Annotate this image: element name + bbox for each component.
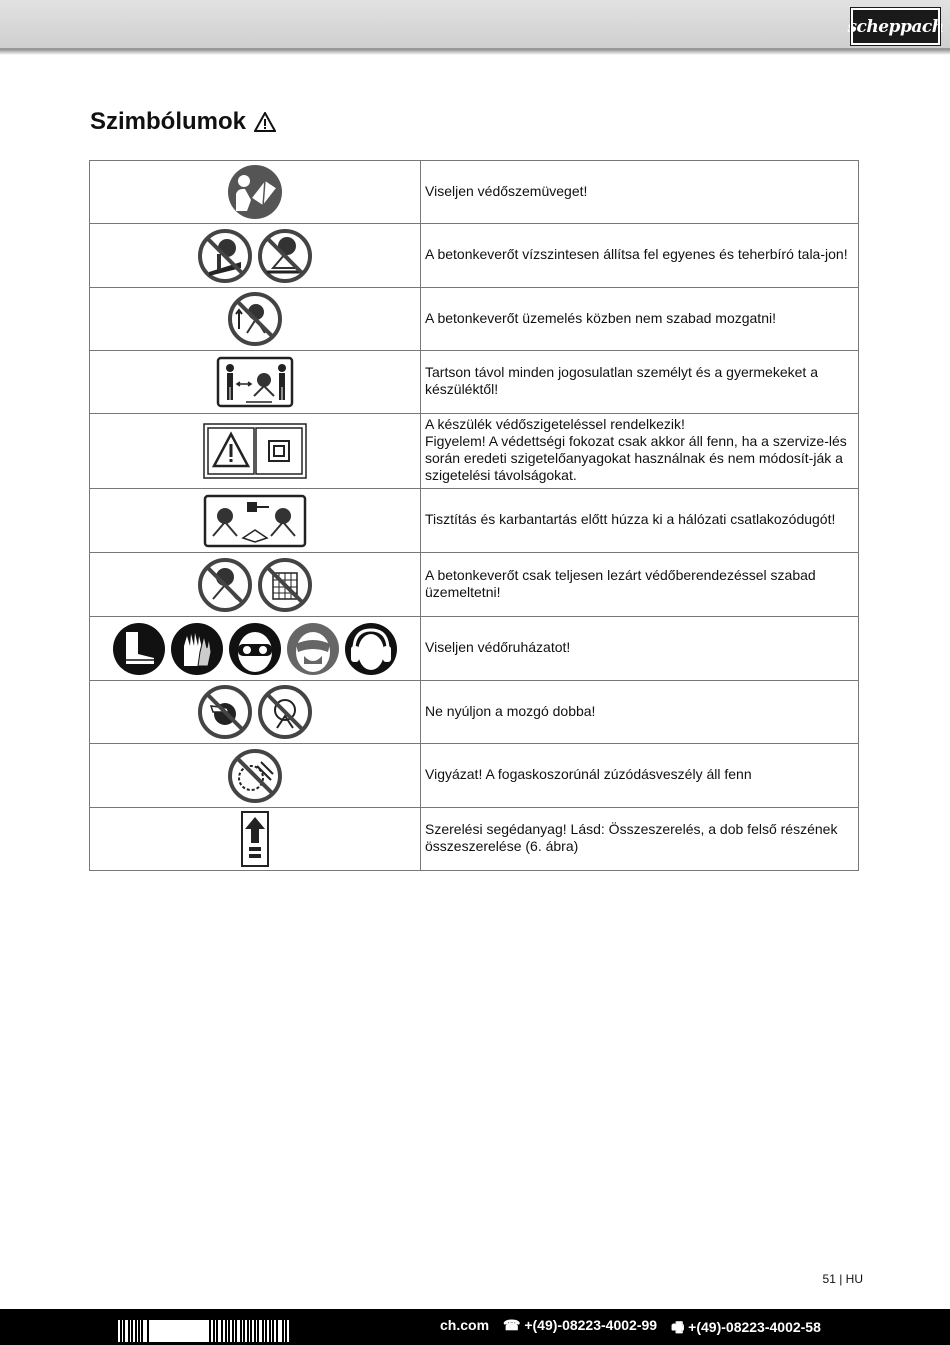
footer-phone: ☎ +(49)-08223-4002-99 <box>503 1317 658 1333</box>
table-row <box>90 351 859 414</box>
row-text: A betonkeverőt vízszintesen állítsa fel egyenes és teherbíró tala-jon! <box>421 224 859 288</box>
page-title-text: Szimbólumok <box>90 108 247 135</box>
footer-fax: 🖷 +(49)-08223-4002-58 <box>671 1319 821 1335</box>
table-row <box>90 681 859 744</box>
icon-cell <box>90 744 421 808</box>
no-touch-drum-icon <box>257 684 313 740</box>
table-row <box>90 161 859 224</box>
table-row <box>90 224 859 288</box>
keep-people-away-icon <box>216 356 294 408</box>
brand-logo <box>847 8 944 45</box>
icon-cell <box>90 351 421 414</box>
logo-text: scheppach <box>847 16 944 37</box>
icon-cell <box>90 617 421 681</box>
no-moving-during-operation-icon <box>227 291 283 347</box>
header-shadow <box>0 49 950 55</box>
icon-cell <box>90 414 421 489</box>
no-operation-without-guard-icon <box>197 557 253 613</box>
safety-boots-icon <box>112 622 166 676</box>
page-number: 51 | HU <box>822 1272 863 1286</box>
row-text: Szerelési segédanyag! Lásd: Összeszerelés, a dob felső részének összeszerelése (6. ábra) <box>421 808 859 871</box>
ear-protection-icon <box>344 622 398 676</box>
row-text: Viseljen védőszemüveget! <box>421 161 859 224</box>
read-manual-icon <box>227 164 283 220</box>
table-row <box>90 489 859 553</box>
footer-website[interactable]: ch.com <box>440 1317 490 1333</box>
footer-contact <box>440 1317 821 1341</box>
row-text: Vigyázat! A fogaskoszorúnál zúzódásveszély áll fenn <box>421 744 859 808</box>
gear-crush-warning-icon <box>227 748 283 804</box>
no-unstable-ground-icon <box>257 228 313 284</box>
icon-cell <box>90 681 421 744</box>
row-text: A betonkeverőt üzemelés közben nem szabad mozgatni! <box>421 288 859 351</box>
no-reach-into-drum-icon <box>197 684 253 740</box>
row-text: A betonkeverőt csak teljesen lezárt védőberendezéssel szabad üzemeltetni! <box>421 553 859 617</box>
safety-gloves-icon <box>170 622 224 676</box>
icon-cell <box>90 161 421 224</box>
row-text: Tisztítás és karbantartás előtt húzza ki a hálózati csatlakozódugót! <box>421 489 859 553</box>
assembly-aid-arrow-icon <box>241 811 269 867</box>
icon-cell <box>90 553 421 617</box>
footer-barcode <box>118 1318 289 1342</box>
table-row <box>90 553 859 617</box>
icon-cell <box>90 808 421 871</box>
page-title <box>90 108 276 136</box>
icon-cell <box>90 288 421 351</box>
no-removed-grid-icon <box>257 557 313 613</box>
table-row <box>90 617 859 681</box>
protective-insulation-panel <box>203 423 307 479</box>
symbols-table <box>89 160 859 871</box>
table-row <box>90 744 859 808</box>
row-text: A készülék védőszigeteléssel rendelkezik! Figyelem! A védettségi fokozat csak akkor áll fenn, ha a szervize-lés során eredeti szigetelőanyagokat használnak és nem módosít-ják a szigetelési távolságokat. <box>421 414 859 489</box>
table-row <box>90 288 859 351</box>
safety-goggles-icon <box>228 622 282 676</box>
row-text: Tartson távol minden jogosulatlan személyt és a gyermekeket a készüléktől! <box>421 351 859 414</box>
unplug-before-maintenance-icon <box>203 494 307 548</box>
header-bar <box>0 0 950 49</box>
warning-triangle-icon <box>254 112 276 132</box>
no-uneven-ground-icon <box>197 228 253 284</box>
row-text: Viseljen védőruházatot! <box>421 617 859 681</box>
row-text: Ne nyúljon a mozgó dobba! <box>421 681 859 744</box>
icon-cell <box>90 489 421 553</box>
table-row <box>90 414 859 489</box>
table-row <box>90 808 859 871</box>
icon-cell <box>90 224 421 288</box>
dust-mask-icon <box>286 622 340 676</box>
